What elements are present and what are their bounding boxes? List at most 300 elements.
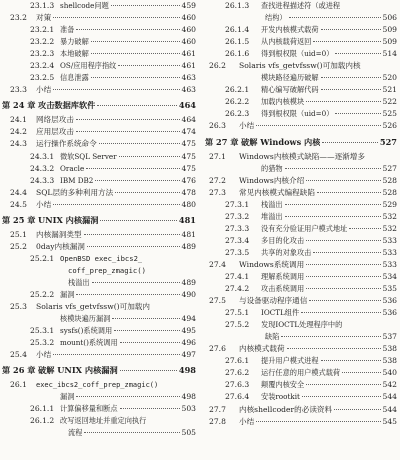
toc-page-number: 544 — [382, 392, 397, 402]
toc-page-number: 463 — [181, 85, 196, 95]
toc-entry-number: 25.3.2 — [30, 338, 55, 348]
toc-entry-title: 开发内核模式载荷 — [261, 25, 319, 35]
toc-entry-title: 与设备驱动程序通信 — [239, 296, 308, 306]
toc-entry-number: 27.6 — [209, 344, 226, 354]
toc-entry[interactable] — [0, 325, 196, 337]
toc-left-list — [0, 0, 196, 440]
toc-page-number: 481 — [181, 229, 196, 239]
toc-leader-dots — [111, 4, 180, 6]
toc-entry-title: UNIX 内核漏洞 — [38, 214, 99, 225]
toc-entry-title: Solaris vfs_getvfssw()可加载内 — [36, 302, 150, 312]
toc-entry[interactable] — [203, 295, 397, 307]
toc-entry[interactable] — [0, 24, 196, 36]
toc-leader-dots — [76, 293, 179, 295]
toc-entry-number: 26.2.3 — [225, 109, 250, 119]
toc-chapter-entry[interactable] — [203, 133, 397, 151]
toc-entry[interactable] — [0, 427, 196, 439]
toc-page-number: 498 — [181, 392, 196, 402]
toc-entry-number: 23.2.1 — [30, 25, 55, 35]
toc-entry-title: 模块路径遍历破解 — [261, 73, 319, 83]
toc-leader-dots — [302, 395, 381, 397]
toc-column-left — [0, 0, 196, 440]
toc-entry[interactable] — [203, 391, 397, 403]
toc-page-number: 460 — [181, 25, 196, 35]
toc-page-number: 497 — [181, 350, 196, 360]
toc-entry-title: shellcode问题 — [60, 1, 109, 10]
toc-entry-number: 26.3 — [209, 121, 226, 131]
toc-page-number: 489 — [181, 241, 196, 251]
toc-entry-number: 23.2.2 — [30, 37, 55, 47]
toc-entry-title: 栈溢出 — [68, 277, 90, 287]
toc-entry-title: 破解 UNIX 内核漏洞 — [38, 365, 118, 376]
toc-page-number: 474 — [181, 127, 196, 137]
toc-entry-number: 25.2 — [10, 241, 27, 251]
toc-leader-dots — [84, 431, 179, 433]
toc-entry-title: Windows系统调用 — [239, 259, 305, 269]
toc-page-number: 459 — [181, 1, 196, 10]
toc-leader-dots — [313, 251, 380, 253]
toc-leader-dots — [160, 384, 194, 385]
toc-leader-dots — [112, 317, 179, 319]
toc-leader-dots — [87, 245, 180, 247]
toc-entry[interactable] — [0, 84, 196, 96]
toc-leader-dots — [334, 408, 380, 410]
toc-entry[interactable] — [0, 138, 196, 150]
toc-entry[interactable] — [203, 163, 397, 175]
toc-entry-number: 27.6.3 — [225, 380, 250, 390]
toc-entry-title: 多目的化攻击 — [261, 235, 305, 245]
toc-entry-number: 27.3 — [209, 187, 226, 197]
toc-entry[interactable] — [203, 0, 397, 12]
toc-entry-title: 破解 Windows 内核 — [241, 136, 321, 147]
toc-page-number: 481 — [178, 214, 196, 225]
toc-entry-title: OS/应用程序指纹 — [60, 61, 117, 71]
toc-entry-title: IOCTL组件 — [261, 308, 300, 318]
toc-entry-number: 25.2.1 — [30, 253, 55, 263]
toc-entry-title: 理解系统调用 — [261, 271, 305, 281]
toc-entry[interactable] — [0, 126, 196, 138]
toc-page-number: 542 — [382, 380, 397, 390]
toc-entry-title: 栈溢出 — [261, 199, 283, 209]
toc-page-number: 528 — [382, 175, 397, 185]
toc-leader-dots — [76, 395, 179, 397]
toc-entry-number: 23.2.3 — [30, 49, 55, 59]
toc-leader-dots — [115, 191, 179, 193]
toc-entry[interactable] — [203, 151, 397, 163]
toc-entry-title: 对策 — [36, 13, 52, 23]
toc-entry-title: 精心编写破解代码 — [261, 85, 319, 95]
toc-page-number: 514 — [382, 49, 397, 59]
toc-entry[interactable] — [203, 416, 397, 428]
toc-page-number: 464 — [181, 115, 196, 125]
toc-page-number: 535 — [382, 284, 397, 294]
toc-entry[interactable] — [0, 253, 196, 265]
toc-page-number: 505 — [181, 428, 196, 438]
toc-chapter-entry[interactable] — [0, 96, 196, 114]
toc-entry[interactable] — [203, 259, 397, 271]
toc-leader-dots — [306, 239, 380, 241]
toc-entry[interactable] — [203, 223, 397, 235]
toc-page-number: 536 — [382, 296, 397, 306]
toc-leader-dots — [321, 76, 381, 78]
toc-leader-dots — [281, 335, 380, 337]
toc-entry-title: 0day内核漏洞 — [36, 241, 85, 251]
toc-entry-number: 25.3 — [10, 302, 27, 312]
toc-entry[interactable] — [203, 343, 397, 355]
toc-page-number: 475 — [181, 163, 196, 173]
toc-entry[interactable] — [203, 96, 397, 108]
toc-entry-title: 暴力破解 — [60, 37, 89, 47]
toc-page-number: 540 — [382, 368, 397, 378]
toc-entry[interactable] — [203, 331, 397, 343]
toc-page-number: 498 — [178, 365, 196, 376]
toc-page-number: 495 — [181, 326, 196, 336]
toc-page-number: 461 — [181, 49, 196, 59]
toc-entry[interactable] — [203, 235, 397, 247]
toc-entry-title: 流程 — [68, 428, 83, 438]
toc-entry[interactable] — [203, 379, 397, 391]
toc-entry-title: 从内核载荷返回 — [261, 37, 312, 47]
toc-page-number: 509 — [382, 37, 397, 47]
toc-page-number: 520 — [382, 73, 397, 83]
toc-entry[interactable] — [0, 72, 196, 84]
toc-entry-number: 25.4 — [10, 350, 27, 360]
toc-entry-number: 第 25 章 — [2, 214, 36, 225]
toc-entry[interactable] — [203, 84, 397, 96]
toc-entry[interactable] — [203, 199, 397, 211]
toc-entry-number: 27.3.3 — [225, 223, 250, 233]
toc-entry-number: 27.5.1 — [225, 308, 250, 318]
toc-entry-title: 发现IOCTL处理程序中的 — [261, 320, 343, 330]
toc-entry[interactable] — [203, 24, 397, 36]
toc-leader-dots — [152, 306, 194, 307]
toc-entry-number: 27.8 — [209, 416, 226, 426]
toc-leader-dots — [95, 179, 179, 181]
toc-leader-dots — [76, 28, 179, 30]
toc-page-number: 475 — [181, 151, 196, 161]
toc-leader-dots — [120, 369, 177, 371]
toc-leader-dots — [317, 191, 381, 193]
toc-page-number: 522 — [382, 97, 397, 107]
toc-leader-dots — [306, 287, 380, 289]
toc-page-number: 533 — [382, 235, 397, 245]
toc-page-number: 521 — [382, 85, 397, 95]
toc-entry-title: 小结 — [36, 350, 52, 360]
toc-leader-dots — [53, 203, 179, 205]
toc-entry-number: 25.1 — [10, 229, 27, 239]
toc-leader-dots — [120, 407, 180, 409]
toc-entry-title: 得到根权限（uid=0） — [261, 49, 334, 59]
toc-entry[interactable] — [0, 391, 196, 403]
toc-entry[interactable] — [0, 36, 196, 48]
toc-entry[interactable] — [203, 367, 397, 379]
toc-entry[interactable] — [0, 289, 196, 301]
toc-page-number: 509 — [382, 25, 397, 35]
toc-entry-number: 23.1.3 — [30, 1, 55, 10]
toc-entry-number: 26.1.6 — [225, 49, 250, 59]
toc-entry-title: Windows内核介绍 — [239, 175, 305, 185]
toc-entry-number: 23.2.4 — [30, 61, 55, 71]
toc-entry[interactable] — [203, 60, 397, 72]
toc-entry-title: 小结 — [239, 121, 255, 131]
toc-page-number: 461 — [181, 61, 196, 71]
toc-leader-dots — [91, 76, 180, 78]
toc-leader-dots — [309, 299, 380, 301]
toc-entry-number: 26.1.5 — [225, 37, 250, 47]
toc-entry-title: 小结 — [36, 85, 52, 95]
toc-entry[interactable] — [0, 301, 196, 313]
toc-entry-title: 堆溢出 — [261, 211, 283, 221]
toc-entry-number: 26.2 — [209, 61, 226, 71]
toc-entry-number: 27.2 — [209, 175, 226, 185]
toc-entry-number: 24.5 — [10, 199, 27, 209]
toc-leader-dots — [306, 179, 380, 181]
toc-entry[interactable] — [203, 187, 397, 199]
toc-entry-title: 攻击系统调用 — [261, 284, 305, 294]
toc-leader-dots — [349, 227, 380, 229]
toc-entry[interactable] — [203, 12, 397, 24]
toc-entry[interactable] — [203, 175, 397, 187]
toc-leader-dots — [148, 270, 194, 271]
toc-leader-dots — [119, 155, 180, 157]
toc-leader-dots — [306, 275, 380, 277]
toc-leader-dots — [321, 359, 381, 361]
toc-entry[interactable] — [203, 355, 397, 367]
toc-entry[interactable] — [0, 349, 196, 361]
toc-leader-dots — [321, 28, 381, 30]
toc-entry[interactable] — [203, 271, 397, 283]
toc-entry-number: 25.2.2 — [30, 289, 55, 299]
toc-entry-number: 27.3.1 — [225, 199, 250, 209]
toc-leader-dots — [118, 64, 179, 66]
toc-leader-dots — [306, 100, 380, 102]
toc-entry-number: 27.3.5 — [225, 247, 250, 257]
toc-entry-title: 信息泄露 — [60, 73, 89, 83]
toc-page-number: 489 — [181, 277, 196, 287]
toc-entry-title: 没有充分验证用户模式地址 — [261, 223, 348, 233]
toc-entry[interactable] — [203, 247, 397, 259]
toc-page-number: 476 — [181, 175, 196, 185]
toc-page-number: 478 — [181, 187, 196, 197]
toc-page-number: 538 — [382, 356, 397, 366]
toc-leader-dots — [342, 371, 380, 373]
toc-leader-dots — [321, 88, 381, 90]
toc-page-number: 496 — [181, 338, 196, 348]
toc-entry-number: 27.1 — [209, 151, 226, 161]
toc-entry[interactable] — [203, 319, 397, 331]
toc-page-number: 464 — [178, 100, 196, 111]
toc-entry-number: 23.2 — [10, 13, 27, 23]
toc-entry[interactable] — [0, 48, 196, 60]
toc-entry-title: 小结 — [239, 416, 255, 426]
toc-entry[interactable] — [0, 114, 196, 126]
toc-entry[interactable] — [203, 307, 397, 319]
toc-page-number: 526 — [382, 121, 397, 131]
toc-leader-dots — [91, 52, 180, 54]
toc-entry-number: 27.3.2 — [225, 211, 250, 221]
toc-entry[interactable] — [0, 12, 196, 24]
toc-entry[interactable] — [0, 199, 196, 211]
toc-leader-dots — [285, 203, 381, 205]
toc-page-number: 536 — [382, 308, 397, 318]
toc-leader-dots — [367, 156, 395, 157]
toc-page-number: 532 — [382, 211, 397, 221]
toc-leader-dots — [84, 233, 180, 235]
toc-chapter-entry[interactable] — [0, 211, 196, 229]
toc-leader-dots — [313, 40, 380, 42]
toc-entry-number: 24.3.3 — [30, 175, 55, 185]
toc-entry[interactable] — [0, 175, 196, 187]
toc-page-number: 503 — [181, 404, 196, 414]
toc-entry-title: 应用层攻击 — [36, 127, 74, 137]
toc-leader-dots — [344, 324, 395, 325]
toc-entry-title: Solaris vfs_getvfssw()可加载内核 — [239, 61, 361, 71]
toc-entry[interactable] — [0, 0, 196, 12]
toc-leader-dots — [53, 353, 179, 355]
toc-entry[interactable] — [203, 36, 397, 48]
toc-entry-title: exec_ibcs2_coff_prep_zmagic() — [36, 381, 159, 390]
toc-entry-number: 26.2.1 — [225, 85, 250, 95]
toc-entry[interactable] — [0, 151, 196, 163]
toc-entry[interactable] — [0, 163, 196, 175]
toc-leader-dots — [100, 219, 176, 221]
toc-entry-title: Oracle — [60, 163, 85, 173]
toc-entry-title: SQL层的多种利用方法 — [36, 187, 114, 197]
toc-entry-title: 计算偏移量和断点 — [60, 404, 118, 414]
toc-leader-dots — [148, 420, 194, 421]
toc-entry-number: 27.5.2 — [225, 320, 250, 330]
toc-leader-dots — [285, 167, 381, 169]
toc-leader-dots — [53, 88, 179, 90]
toc-leader-dots — [86, 167, 179, 169]
toc-entry-title: 运行任意的用户模式载荷 — [261, 368, 341, 378]
toc-page-number: 506 — [382, 13, 397, 23]
toc-entry[interactable] — [0, 415, 196, 427]
toc-entry-title: 查找进程描述符（或进程 — [261, 1, 341, 10]
toc-entry-number: 24.3.1 — [30, 151, 55, 161]
toc-page-number: 460 — [181, 37, 196, 47]
toc-leader-dots — [256, 420, 380, 422]
toc-entry-number: 26.1.2 — [30, 416, 55, 426]
toc-page-number: 528 — [382, 187, 397, 197]
toc-entry-number: 27.6.4 — [225, 392, 250, 402]
toc-entry[interactable] — [203, 404, 397, 416]
toc-page-number: 534 — [382, 271, 397, 281]
toc-leader-dots — [322, 141, 377, 143]
toc-leader-dots — [97, 104, 177, 106]
toc-entry[interactable] — [203, 283, 397, 295]
toc-right-list — [203, 0, 397, 428]
toc-entry-number: 27.4 — [209, 259, 226, 269]
toc-entry-title: 内核模式载荷 — [239, 344, 285, 354]
toc-leader-dots — [76, 130, 180, 132]
toc-chapter-entry[interactable] — [0, 361, 196, 379]
toc-leader-dots — [335, 52, 380, 54]
toc-entry-title: 本地破解 — [60, 49, 89, 59]
toc-entry[interactable] — [0, 379, 196, 391]
toc-entry[interactable] — [203, 48, 397, 60]
toc-page-number: 533 — [382, 247, 397, 257]
toc-entry-number: 第 27 章 — [205, 136, 239, 147]
toc-entry-title: 颠覆内核安全 — [261, 380, 305, 390]
toc-entry-number: 第 26 章 — [2, 365, 36, 376]
toc-entry-number: 23.2.5 — [30, 73, 55, 83]
toc-entry[interactable] — [0, 229, 196, 241]
toc-page-number: 463 — [181, 73, 196, 83]
toc-entry[interactable] — [0, 187, 196, 199]
toc-entry-title: 常见内核模式编程缺陷 — [239, 187, 315, 197]
toc-entry-title: 改写返回地址并重定向执行 — [60, 416, 147, 426]
toc-entry-title: 运行操作系统命令 — [36, 139, 97, 149]
toc-leader-dots — [92, 281, 180, 283]
toc-leader-dots — [91, 40, 180, 42]
toc-entry[interactable] — [203, 211, 397, 223]
toc-entry[interactable] — [0, 241, 196, 253]
toc-entry-title: 攻击数据库软件 — [38, 100, 96, 111]
toc-entry-number: 27.5 — [209, 296, 226, 306]
toc-page-number: 527 — [382, 163, 397, 173]
toc-entry-number: 26.1.4 — [225, 25, 250, 35]
toc-entry-number: 24.2 — [10, 127, 27, 137]
toc-entry-title: 结构） — [265, 13, 287, 23]
toc-page-number: 545 — [382, 416, 397, 426]
toc-leader-dots — [287, 347, 381, 349]
toc-entry-number: 24.4 — [10, 187, 27, 197]
toc-leader-dots — [76, 118, 180, 120]
toc-entry-title: 加载内核模块 — [261, 97, 305, 107]
toc-entry-title: OpenBSD exec_ibcs2_ — [60, 253, 143, 263]
toc-leader-dots — [53, 16, 179, 18]
toc-entry-number: 26.1.1 — [30, 404, 55, 414]
toc-entry[interactable] — [0, 403, 196, 415]
toc-entry-title: 微软SQL Server — [60, 151, 117, 161]
toc-entry[interactable] — [0, 60, 196, 72]
toc-leader-dots — [306, 263, 380, 265]
toc-page-number: 525 — [382, 109, 397, 119]
toc-page-number: 544 — [382, 404, 397, 414]
toc-page-number: 494 — [181, 314, 196, 324]
toc-leader-dots — [342, 5, 395, 6]
toc-leader-dots — [285, 215, 381, 217]
toc-entry[interactable] — [0, 265, 196, 277]
toc-page-number: 480 — [181, 199, 196, 209]
toc-column-right — [203, 0, 397, 428]
toc-page-number: 475 — [181, 139, 196, 149]
toc-entry[interactable] — [0, 337, 196, 349]
toc-entry[interactable] — [0, 313, 196, 325]
toc-entry-number: 26.1.3 — [225, 1, 250, 10]
toc-leader-dots — [363, 65, 395, 66]
toc-entry-number: 27.6.2 — [225, 368, 250, 378]
toc-leader-dots — [256, 124, 380, 126]
toc-entry-title: 网络层攻击 — [36, 115, 74, 125]
toc-entry[interactable] — [203, 120, 397, 132]
toc-page-number: 490 — [181, 289, 196, 299]
toc-entry-title: Windows内核模式缺陷——逐渐增多 — [239, 151, 365, 161]
toc-entry-title: coff_prep_zmagic() — [68, 265, 146, 275]
toc-entry[interactable] — [203, 108, 397, 120]
toc-entry[interactable] — [0, 277, 196, 289]
toc-leader-dots — [301, 311, 380, 313]
toc-entry[interactable] — [203, 72, 397, 84]
toc-page-number: 527 — [379, 136, 397, 147]
toc-entry-number: 27.4.2 — [225, 284, 250, 294]
toc-entry-number: 26.1 — [10, 380, 27, 390]
toc-page-number: 532 — [382, 223, 397, 233]
toc-entry-number: 27.6.1 — [225, 356, 250, 366]
toc-entry-title: 内核shellcoder的必读资料 — [239, 404, 333, 414]
toc-leader-dots — [120, 341, 180, 343]
